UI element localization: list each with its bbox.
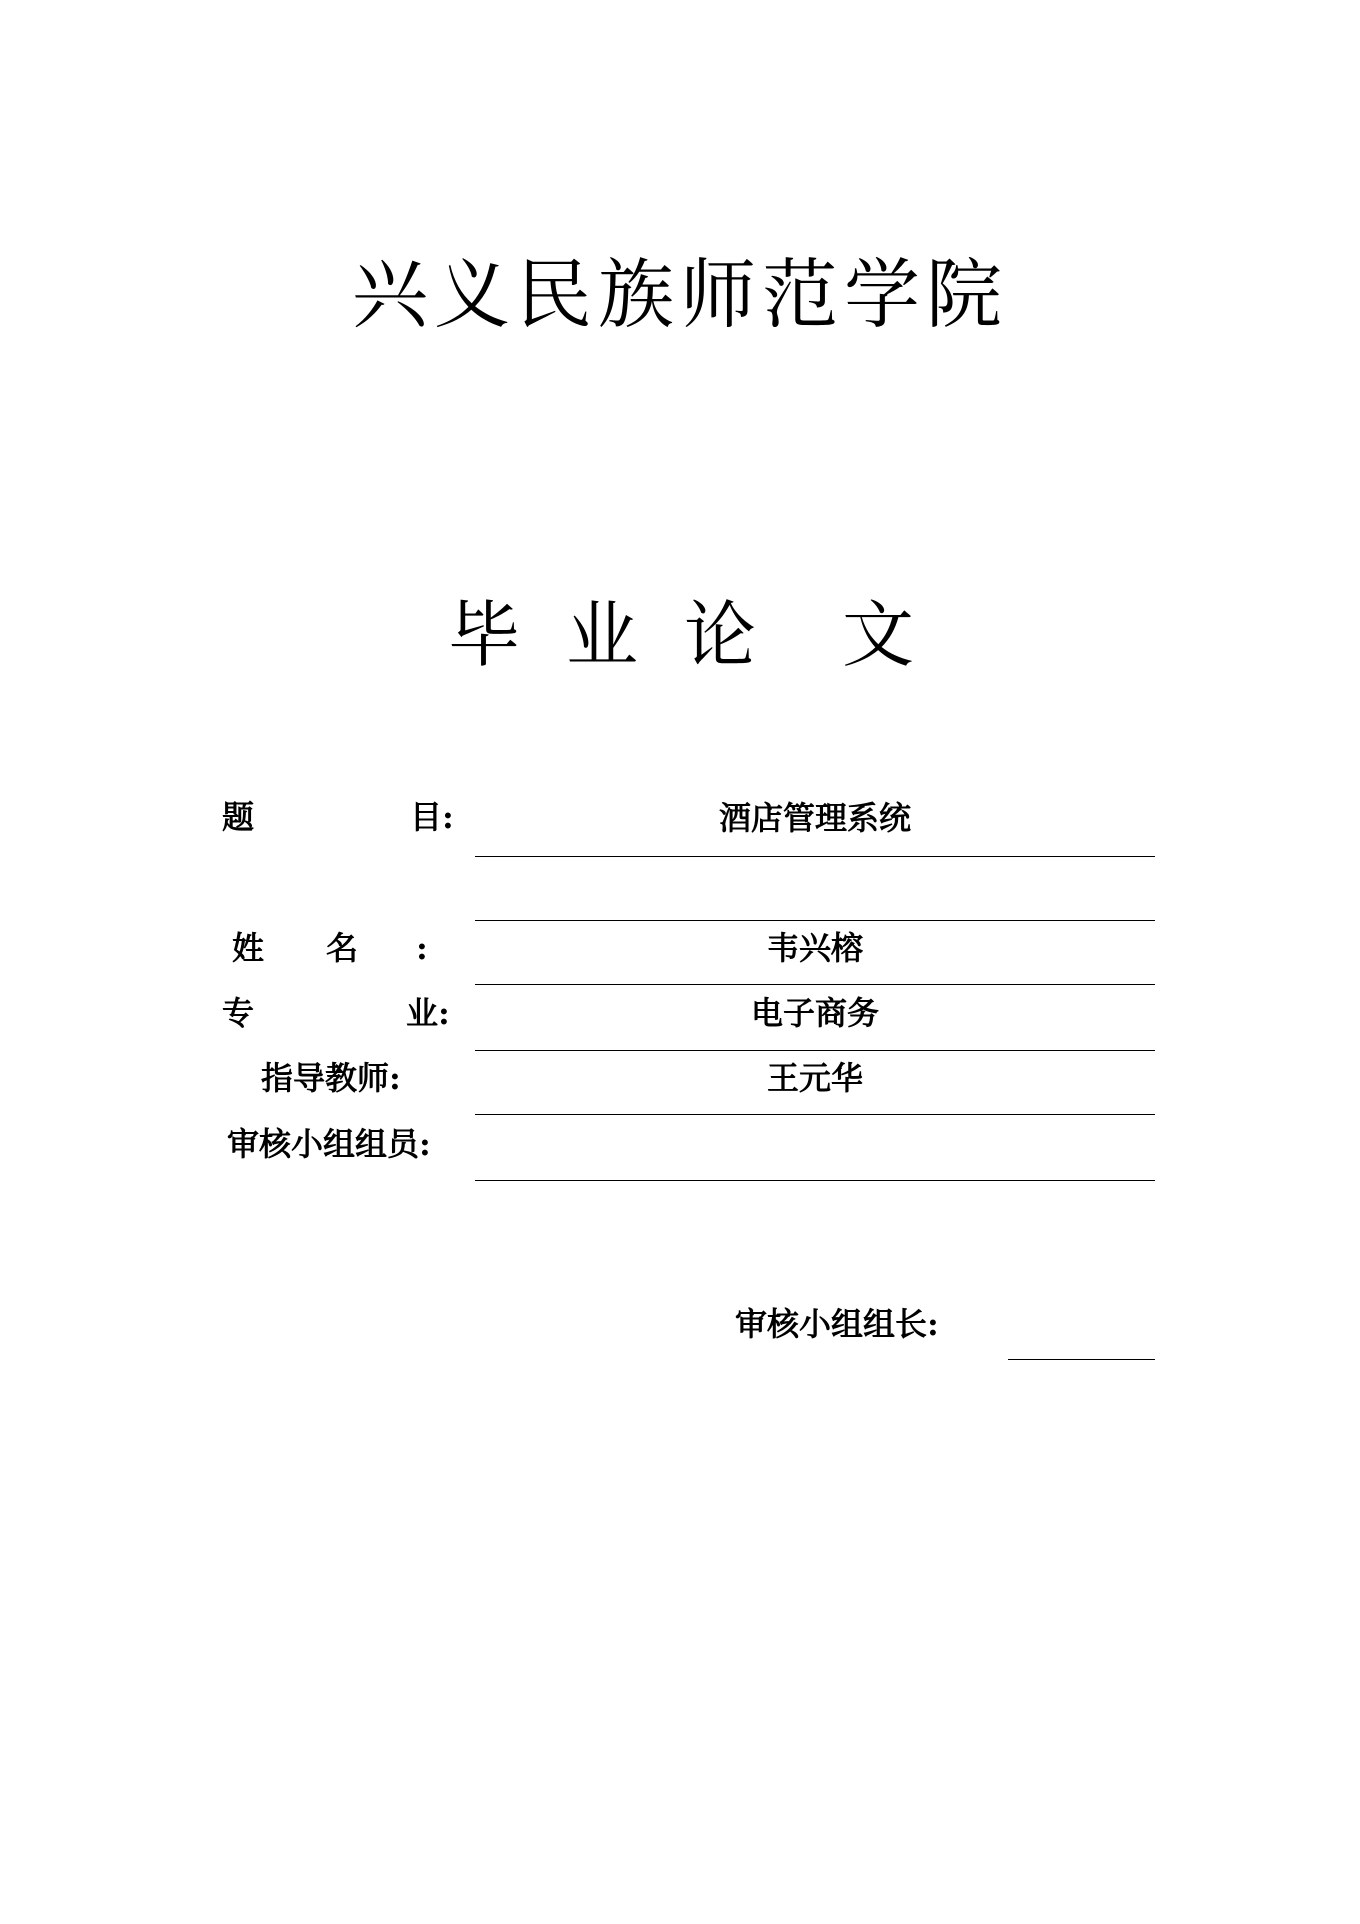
thesis-heading-char-4: 文 [842,593,915,677]
review-members-underline [475,1180,1155,1181]
name-label-char-1: 姓 [232,929,265,967]
thesis-heading-char-2: 业 [566,593,639,677]
topic-label-char-1: 题 [222,798,255,836]
name-value: 韦兴榕 [766,929,863,967]
name-label-char-3: : [416,929,428,967]
topic-label-char-2: 目: [410,798,454,836]
major-value: 电子商务 [750,994,879,1032]
school-name: 兴义民族师范学院 [352,250,1008,339]
topic-underline-2 [475,920,1155,921]
thesis-heading-char-3: 论 [684,593,757,677]
major-underline [475,1050,1155,1051]
major-label-char-1: 专 [222,994,255,1032]
advisor-underline [475,1114,1155,1115]
major-label-char-2: 业: [406,994,450,1032]
topic-underline-1 [475,856,1155,857]
advisor-value: 王元华 [766,1059,863,1097]
thesis-heading-char-1: 毕 [448,593,521,677]
review-leader-underline [1008,1359,1155,1360]
topic-value: 酒店管理系统 [718,799,911,837]
name-underline [475,984,1155,985]
review-leader-label: 审核小组组长: [735,1305,939,1343]
name-label-char-2: 名 [326,929,359,967]
review-members-label: 审核小组组员: [227,1125,431,1163]
advisor-label: 指导教师: [261,1059,401,1097]
